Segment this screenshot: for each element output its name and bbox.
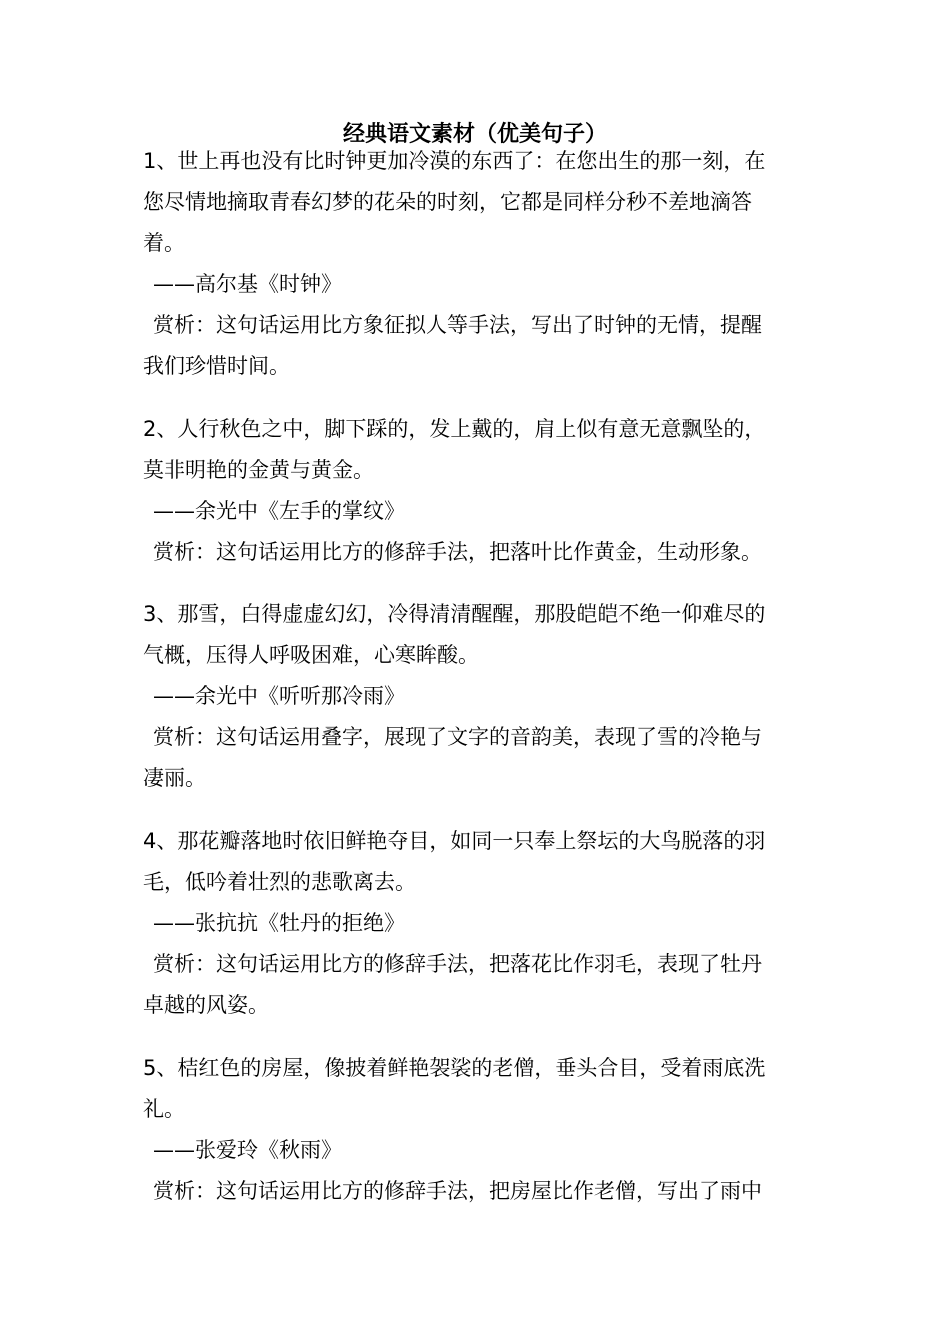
document-title: 经典语文素材（优美句子） [342, 122, 607, 147]
quote-source: ——余光中《左手的掌纹》 [153, 499, 405, 523]
quote-source: ——高尔基《时钟》 [153, 272, 342, 296]
text-line: 您尽情地摘取青春幻梦的花朵的时刻，它都是同样分秒不差地滴答 [143, 190, 752, 214]
text-line: 1、世上再也没有比时钟更加冷漠的东西了：在您出生的那一刻，在 [143, 149, 766, 173]
text-line: 我们珍惜时间。 [143, 354, 290, 378]
quote-source: ——张爱玲《秋雨》 [153, 1138, 342, 1162]
text-line: 礼。 [143, 1097, 185, 1121]
text-line: 凄丽。 [143, 766, 206, 790]
analysis-line: 赏析：这句话运用比方的修辞手法，把落叶比作黄金，生动形象。 [153, 540, 762, 564]
text-line: 莫非明艳的金黄与黄金。 [143, 458, 374, 482]
analysis-line: 赏析：这句话运用比方的修辞手法，把落花比作羽毛，表现了牡丹 [153, 952, 762, 976]
quote-source: ——余光中《听听那冷雨》 [153, 684, 405, 708]
analysis-line: 赏析：这句话运用比方象征拟人等手法，写出了时钟的无情，提醒 [153, 313, 762, 337]
text-line: 着。 [143, 231, 185, 255]
quote-source: ——张抗抗《牡丹的拒绝》 [153, 911, 405, 935]
text-line: 卓越的风姿。 [143, 993, 269, 1017]
text-line: 3、那雪，白得虚虚幻幻，冷得清清醒醒，那股皑皑不绝一仰难尽的 [143, 602, 766, 626]
text-line: 5、桔红色的房屋，像披着鲜艳袈裟的老僧，垂头合目，受着雨底洗 [143, 1056, 766, 1080]
analysis-line: 赏析：这句话运用比方的修辞手法，把房屋比作老僧，写出了雨中 [153, 1179, 762, 1203]
text-line: 气概，压得人呼吸困难，心寒眸酸。 [143, 643, 479, 667]
analysis-line: 赏析：这句话运用叠字，展现了文字的音韵美，表现了雪的冷艳与 [153, 725, 762, 749]
text-line: 2、人行秋色之中，脚下踩的，发上戴的，肩上似有意无意飘坠的， [143, 417, 766, 441]
text-line: 毛，低吟着壮烈的悲歌离去。 [143, 870, 416, 894]
text-line: 4、那花瓣落地时依旧鲜艳夺目，如同一只奉上祭坛的大鸟脱落的羽 [143, 829, 766, 853]
